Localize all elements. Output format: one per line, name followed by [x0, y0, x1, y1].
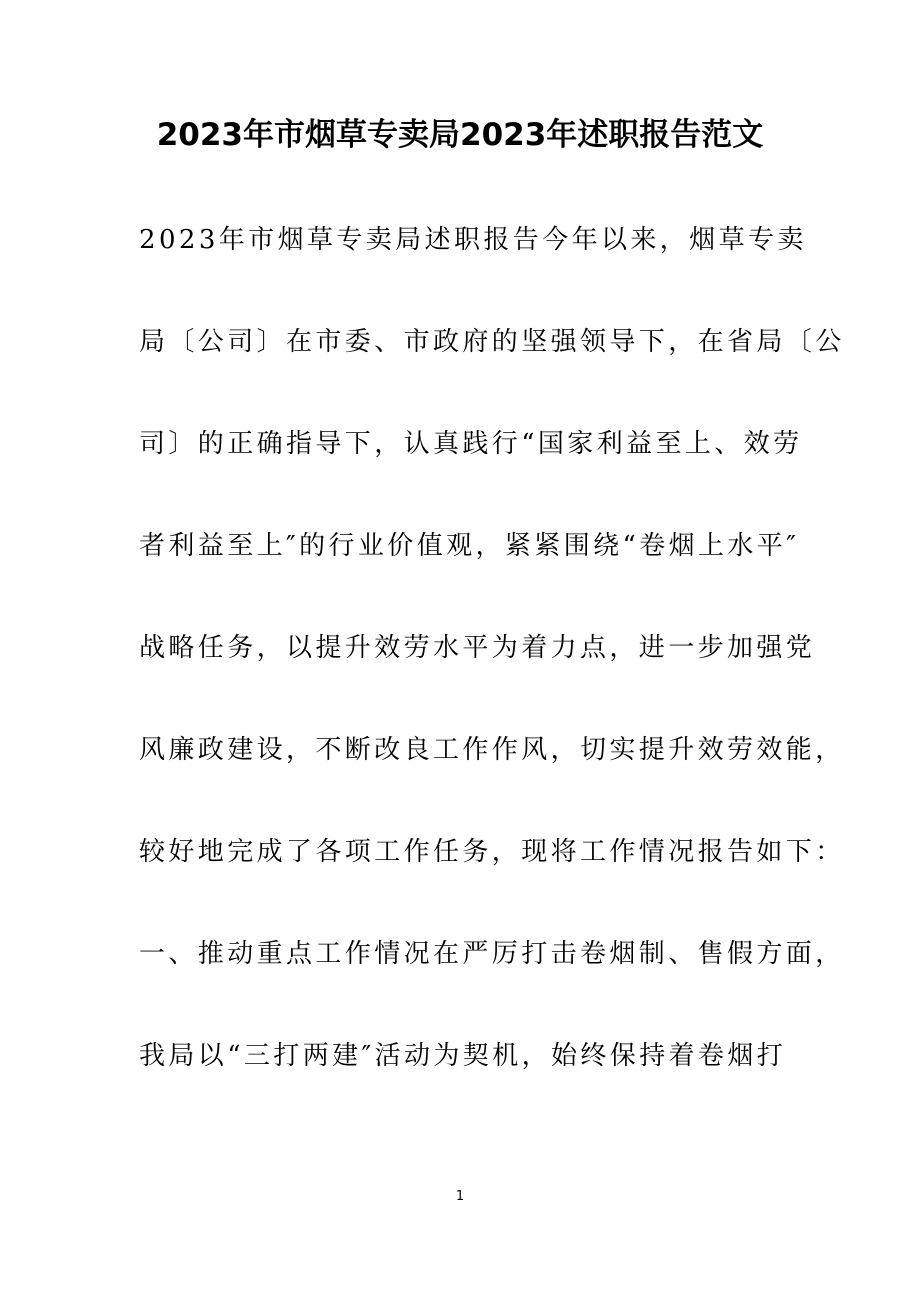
body-line-7: 较好地完成了各项工作任务，现将工作情况报告如下： — [139, 837, 845, 867]
body-line-5: 战略任务，以提升效劳水平为着力点，进一步加强党 — [139, 633, 816, 663]
body-line-1: 2023年市烟草专卖局述职报告今年以来，烟草专卖 — [139, 225, 807, 255]
body-line-9: 我局以“三打两建″活动为契机，始终保持着卷烟打 — [139, 1041, 787, 1071]
body-line-4: 者利益至上″的行业价值观，紧紧围绕“卷烟上水平″ — [139, 531, 800, 561]
page-number: 1 — [455, 1189, 465, 1204]
body-line-8: 一、推动重点工作情况在严厉打击卷烟制、售假方面， — [139, 939, 845, 969]
document-title: 2023年市烟草专卖局2023年述职报告范文 — [156, 117, 764, 153]
body-line-6: 风廉政建设，不断改良工作作风，切实提升效劳效能， — [139, 735, 845, 765]
body-line-3: 司〕的正确指导下，认真践行“国家利益至上、效劳 — [139, 429, 803, 459]
body-line-2: 局〔公司〕在市委、市政府的坚强领导下，在省局〔公 — [139, 327, 845, 357]
